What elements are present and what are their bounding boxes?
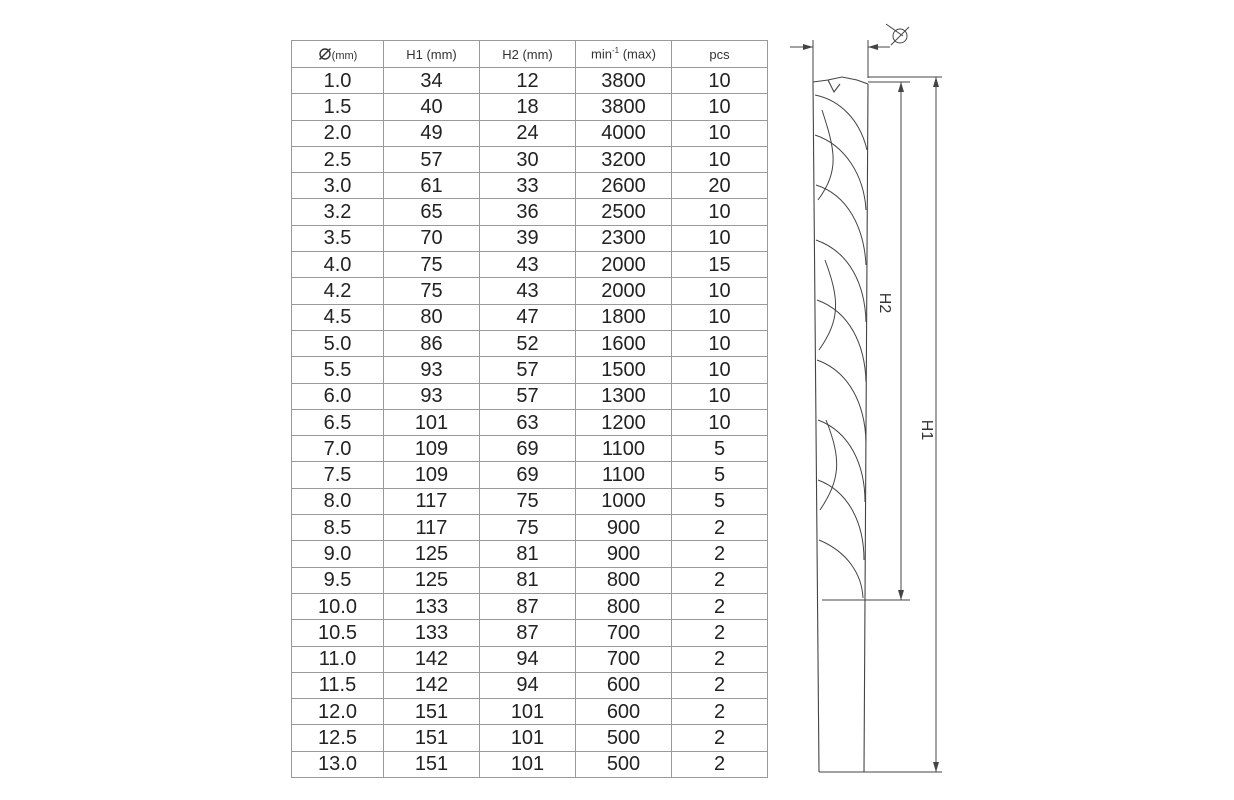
- cell-diameter: 10.5: [292, 620, 384, 646]
- cell-rpm: 700: [576, 620, 672, 646]
- cell-h1: 40: [384, 94, 480, 120]
- cell-pcs: 10: [672, 68, 768, 94]
- table-row: [292, 330, 768, 356]
- table-row: [292, 383, 768, 409]
- cell-pcs: 5: [672, 488, 768, 514]
- table-row: [292, 620, 768, 646]
- table-row: [292, 672, 768, 698]
- cell-rpm: 800: [576, 593, 672, 619]
- cell-pcs: 10: [672, 199, 768, 225]
- cell-h1: 125: [384, 541, 480, 567]
- header-pcs: pcs: [672, 41, 768, 68]
- cell-h1: 142: [384, 646, 480, 672]
- table-row: [292, 699, 768, 725]
- cell-h2: 101: [480, 725, 576, 751]
- cell-diameter: 1.0: [292, 68, 384, 94]
- cell-h2: 30: [480, 146, 576, 172]
- cell-h1: 75: [384, 252, 480, 278]
- cell-pcs: 10: [672, 409, 768, 435]
- cell-diameter: 11.0: [292, 646, 384, 672]
- cell-h1: 57: [384, 146, 480, 172]
- drill-bit-diagram: [780, 15, 960, 785]
- cell-pcs: 10: [672, 357, 768, 383]
- cell-h2: 94: [480, 672, 576, 698]
- cell-pcs: 2: [672, 620, 768, 646]
- cell-pcs: 2: [672, 646, 768, 672]
- cell-h1: 93: [384, 357, 480, 383]
- cell-h2: 36: [480, 199, 576, 225]
- cell-rpm: 4000: [576, 120, 672, 146]
- cell-pcs: 2: [672, 567, 768, 593]
- cell-rpm: 1500: [576, 357, 672, 383]
- cell-rpm: 2000: [576, 252, 672, 278]
- cell-rpm: 1800: [576, 304, 672, 330]
- cell-h1: 49: [384, 120, 480, 146]
- header-rpm-suffix: (max): [619, 46, 656, 62]
- cell-diameter: 3.0: [292, 173, 384, 199]
- header-diameter: [292, 41, 384, 68]
- header-rpm-base: min: [591, 46, 612, 62]
- table-row: [292, 146, 768, 172]
- table-row: [292, 462, 768, 488]
- cell-pcs: 10: [672, 146, 768, 172]
- cell-h1: 70: [384, 225, 480, 251]
- drill-spec-table: [291, 40, 768, 778]
- cell-rpm: 2300: [576, 225, 672, 251]
- h2-dimension: [856, 82, 910, 600]
- diameter-symbol-icon: [886, 24, 909, 45]
- cell-pcs: 20: [672, 173, 768, 199]
- cell-h1: 133: [384, 593, 480, 619]
- cell-h1: 151: [384, 699, 480, 725]
- cell-diameter: 10.0: [292, 593, 384, 619]
- table-row: [292, 488, 768, 514]
- cell-pcs: 2: [672, 672, 768, 698]
- header-rpm-sup: -1: [611, 46, 620, 56]
- cell-h2: 43: [480, 252, 576, 278]
- header-h2: H2 (mm): [480, 41, 576, 68]
- cell-diameter: 9.0: [292, 541, 384, 567]
- table-row: [292, 409, 768, 435]
- cell-h2: 81: [480, 541, 576, 567]
- cell-pcs: 5: [672, 436, 768, 462]
- cell-h2: 94: [480, 646, 576, 672]
- cell-h1: 109: [384, 436, 480, 462]
- table-row: [292, 436, 768, 462]
- cell-h1: 151: [384, 725, 480, 751]
- cell-rpm: 2000: [576, 278, 672, 304]
- cell-pcs: 10: [672, 120, 768, 146]
- cell-h1: 109: [384, 462, 480, 488]
- cell-rpm: 1600: [576, 330, 672, 356]
- cell-rpm: 800: [576, 567, 672, 593]
- cell-h1: 133: [384, 620, 480, 646]
- cell-h1: 142: [384, 672, 480, 698]
- table-row: [292, 278, 768, 304]
- cell-rpm: 3800: [576, 94, 672, 120]
- cell-diameter: 12.0: [292, 699, 384, 725]
- cell-diameter: 2.5: [292, 146, 384, 172]
- cell-h2: 87: [480, 593, 576, 619]
- cell-h2: 87: [480, 620, 576, 646]
- cell-diameter: 2.0: [292, 120, 384, 146]
- table-body: [292, 68, 768, 778]
- cell-h2: 81: [480, 567, 576, 593]
- table-header-row: [292, 41, 768, 68]
- cell-rpm: 1000: [576, 488, 672, 514]
- cell-h2: 63: [480, 409, 576, 435]
- cell-diameter: 8.0: [292, 488, 384, 514]
- cell-h1: 151: [384, 751, 480, 777]
- cell-pcs: 2: [672, 751, 768, 777]
- cell-diameter: 7.0: [292, 436, 384, 462]
- table-row: [292, 173, 768, 199]
- cell-diameter: 4.2: [292, 278, 384, 304]
- cell-h1: 101: [384, 409, 480, 435]
- table-row: [292, 357, 768, 383]
- drill-flutes: [815, 95, 867, 598]
- cell-rpm: 1200: [576, 409, 672, 435]
- cell-diameter: 6.5: [292, 409, 384, 435]
- cell-diameter: 5.5: [292, 357, 384, 383]
- cell-pcs: 2: [672, 515, 768, 541]
- cell-rpm: 500: [576, 751, 672, 777]
- header-rpm: [576, 41, 672, 68]
- cell-h2: 24: [480, 120, 576, 146]
- table-row: [292, 252, 768, 278]
- table-row: [292, 646, 768, 672]
- cell-pcs: 5: [672, 462, 768, 488]
- table-row: [292, 541, 768, 567]
- diameter-dimension: [790, 40, 890, 82]
- cell-h2: 18: [480, 94, 576, 120]
- cell-h1: 125: [384, 567, 480, 593]
- cell-h2: 33: [480, 173, 576, 199]
- table-row: [292, 725, 768, 751]
- cell-h2: 57: [480, 383, 576, 409]
- cell-rpm: 500: [576, 725, 672, 751]
- cell-diameter: 13.0: [292, 751, 384, 777]
- cell-diameter: 4.0: [292, 252, 384, 278]
- cell-h1: 117: [384, 488, 480, 514]
- cell-h2: 101: [480, 751, 576, 777]
- cell-pcs: 10: [672, 383, 768, 409]
- diameter-symbol-icon: [318, 47, 332, 61]
- cell-h2: 101: [480, 699, 576, 725]
- cell-diameter: 11.5: [292, 672, 384, 698]
- cell-rpm: 2600: [576, 173, 672, 199]
- cell-rpm: 1100: [576, 462, 672, 488]
- cell-rpm: 900: [576, 541, 672, 567]
- cell-h2: 57: [480, 357, 576, 383]
- cell-rpm: 700: [576, 646, 672, 672]
- cell-pcs: 2: [672, 593, 768, 619]
- cell-h2: 39: [480, 225, 576, 251]
- cell-pcs: 10: [672, 278, 768, 304]
- table-row: [292, 94, 768, 120]
- header-h1: H1 (mm): [384, 41, 480, 68]
- cell-h2: 43: [480, 278, 576, 304]
- cell-diameter: 5.0: [292, 330, 384, 356]
- cell-rpm: 3200: [576, 146, 672, 172]
- cell-diameter: 4.5: [292, 304, 384, 330]
- cell-pcs: 10: [672, 330, 768, 356]
- cell-rpm: 3800: [576, 68, 672, 94]
- table-row: [292, 68, 768, 94]
- cell-rpm: 1300: [576, 383, 672, 409]
- header-diameter-unit: (mm): [331, 49, 358, 62]
- cell-pcs: 2: [672, 725, 768, 751]
- cell-diameter: 7.5: [292, 462, 384, 488]
- cell-diameter: 1.5: [292, 94, 384, 120]
- cell-h1: 61: [384, 173, 480, 199]
- table-row: [292, 199, 768, 225]
- table-row: [292, 515, 768, 541]
- cell-h2: 52: [480, 330, 576, 356]
- cell-h1: 65: [384, 199, 480, 225]
- cell-diameter: 12.5: [292, 725, 384, 751]
- table-row: [292, 120, 768, 146]
- cell-h1: 117: [384, 515, 480, 541]
- cell-diameter: 9.5: [292, 567, 384, 593]
- cell-diameter: 3.5: [292, 225, 384, 251]
- cell-h1: 75: [384, 278, 480, 304]
- cell-diameter: 8.5: [292, 515, 384, 541]
- cell-h2: 75: [480, 488, 576, 514]
- cell-pcs: 15: [672, 252, 768, 278]
- cell-pcs: 10: [672, 304, 768, 330]
- cell-diameter: 6.0: [292, 383, 384, 409]
- cell-h1: 80: [384, 304, 480, 330]
- cell-rpm: 600: [576, 672, 672, 698]
- cell-pcs: 10: [672, 225, 768, 251]
- cell-pcs: 2: [672, 541, 768, 567]
- cell-h2: 12: [480, 68, 576, 94]
- table-row: [292, 225, 768, 251]
- cell-rpm: 2500: [576, 199, 672, 225]
- table-row: [292, 751, 768, 777]
- cell-h2: 69: [480, 462, 576, 488]
- cell-diameter: 3.2: [292, 199, 384, 225]
- cell-rpm: 600: [576, 699, 672, 725]
- cell-pcs: 2: [672, 699, 768, 725]
- cell-pcs: 10: [672, 94, 768, 120]
- cell-h1: 93: [384, 383, 480, 409]
- h1-label: H1: [918, 419, 935, 441]
- cell-h2: 47: [480, 304, 576, 330]
- cell-h2: 75: [480, 515, 576, 541]
- table-row: [292, 304, 768, 330]
- table-row: [292, 593, 768, 619]
- cell-rpm: 1100: [576, 436, 672, 462]
- h2-label: H2: [876, 292, 893, 314]
- cell-h1: 34: [384, 68, 480, 94]
- cell-rpm: 900: [576, 515, 672, 541]
- cell-h2: 69: [480, 436, 576, 462]
- table-row: [292, 567, 768, 593]
- cell-h1: 86: [384, 330, 480, 356]
